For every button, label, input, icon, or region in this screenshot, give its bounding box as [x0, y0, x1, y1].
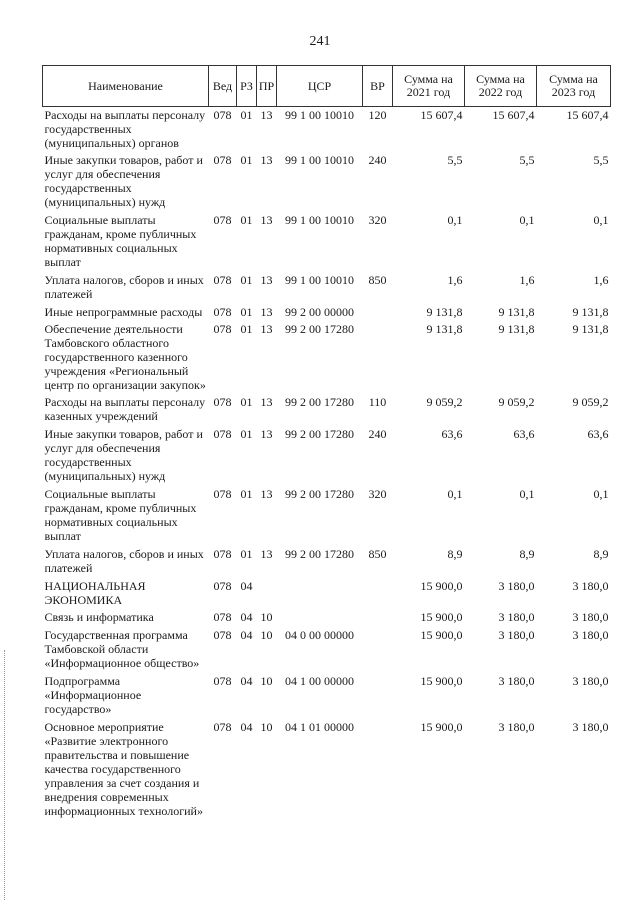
row-name: Иные закупки товаров, работ и услуг для обеспечения государственных (муниципальных) нужд: [44, 153, 203, 209]
row-ved: 078: [213, 108, 232, 122]
table-row: [43, 152, 611, 212]
row-pr: 13: [260, 305, 273, 319]
row-sum-2022: 8,9: [519, 547, 535, 561]
row-sum-2023: 0,1: [593, 487, 609, 501]
row-sum-2023: 15 607,4: [566, 108, 609, 122]
row-vr: [363, 609, 393, 627]
row-csr: 99 1 00 10010: [285, 153, 354, 167]
row-sum-2023: 5,5: [593, 153, 609, 167]
row-csr: 99 1 00 10010: [285, 108, 354, 122]
row-sum-2022: 9 059,2: [498, 395, 535, 409]
row-vr: [363, 719, 393, 818]
row-sum-2023: 8,9: [593, 547, 609, 561]
row-sum-2021: 15 900,0: [420, 628, 463, 642]
row-sum-2021: 5,5: [447, 153, 463, 167]
row-rz: 01: [240, 322, 253, 336]
row-sum-2021: 15 607,4: [420, 108, 463, 122]
row-name: Социальные выплаты гражданам, кроме публичных нормативных социальных выплат: [44, 487, 197, 543]
table-body: [43, 107, 611, 819]
row-sum-2022: 9 131,8: [498, 322, 535, 336]
header-csr: ЦСР: [277, 66, 363, 107]
table-row: [43, 394, 611, 426]
row-csr: 99 2 00 17280: [285, 395, 354, 409]
row-pr: 13: [260, 427, 273, 441]
row-vr: [363, 578, 393, 609]
row-name: Расходы на выплаты персоналу государственных (муниципальных) органов: [44, 108, 206, 150]
row-sum-2022: 3 180,0: [498, 610, 535, 624]
row-ved: 078: [213, 610, 232, 624]
row-sum-2023: 9 131,8: [572, 305, 609, 319]
row-sum-2022: 3 180,0: [498, 579, 535, 593]
row-name: Социальные выплаты гражданам, кроме публичных нормативных социальных выплат: [44, 213, 197, 269]
row-csr: [277, 578, 363, 609]
row-name: Связь и информатика: [44, 610, 154, 624]
table-row: [43, 486, 611, 546]
row-sum-2021: 9 131,8: [426, 322, 463, 336]
row-pr: 13: [260, 213, 273, 227]
scan-edge-mark: [4, 650, 6, 900]
header-name: Наименование: [43, 66, 209, 107]
row-ved: 078: [213, 153, 232, 167]
row-sum-2022: 5,5: [519, 153, 535, 167]
row-sum-2021: 15 900,0: [420, 610, 463, 624]
header-sum-2021: Сумма на 2021 год: [393, 66, 465, 107]
row-sum-2023: 0,1: [593, 213, 609, 227]
row-sum-2023: 9 131,8: [572, 322, 609, 336]
row-sum-2022: 3 180,0: [498, 628, 535, 642]
row-ved: 078: [213, 487, 232, 501]
row-csr: 04 0 00 00000: [285, 628, 354, 642]
row-sum-2023: 1,6: [593, 273, 609, 287]
row-sum-2023: 3 180,0: [572, 628, 609, 642]
row-rz: 04: [240, 628, 253, 642]
table-header: [43, 66, 611, 107]
row-sum-2022: 0,1: [519, 487, 535, 501]
row-name: НАЦИОНАЛЬНАЯ ЭКОНОМИКА: [44, 579, 146, 607]
row-sum-2022: 3 180,0: [498, 674, 535, 688]
row-vr: 320: [368, 487, 387, 501]
table-row: [43, 719, 611, 818]
row-name: Государственная программа Тамбовской области «Информационное общество»: [44, 628, 200, 670]
row-pr: [257, 578, 277, 609]
row-vr: 850: [368, 547, 387, 561]
row-sum-2022: 15 607,4: [492, 108, 535, 122]
row-sum-2021: 0,1: [447, 213, 463, 227]
row-ved: 078: [213, 322, 232, 336]
row-name: Основное мероприятие «Развитие электронного правительства и повышение качества государственного управления за счет создания и внедрения современных информационных технологий»: [44, 720, 203, 818]
row-csr: 99 1 00 10010: [285, 273, 354, 287]
row-csr: 99 2 00 17280: [285, 427, 354, 441]
row-sum-2023: 63,6: [587, 427, 609, 441]
row-sum-2021: 15 900,0: [420, 674, 463, 688]
row-vr: [363, 321, 393, 394]
row-pr: 13: [260, 395, 273, 409]
row-csr: 99 2 00 17280: [285, 547, 354, 561]
row-pr: 13: [260, 547, 273, 561]
row-pr: 10: [260, 720, 273, 734]
row-sum-2022: 9 131,8: [498, 305, 535, 319]
row-rz: 01: [240, 305, 253, 319]
row-sum-2021: 9 131,8: [426, 305, 463, 319]
table-row: [43, 321, 611, 394]
row-csr: 99 2 00 17280: [285, 322, 354, 336]
row-ved: 078: [213, 579, 232, 593]
row-vr: 850: [368, 273, 387, 287]
table-row: [43, 578, 611, 609]
row-sum-2022: 3 180,0: [498, 720, 535, 734]
row-pr: 10: [260, 628, 273, 642]
row-csr: 04 1 00 00000: [285, 674, 354, 688]
row-csr: [277, 609, 363, 627]
row-pr: 13: [260, 322, 273, 336]
row-sum-2021: 0,1: [447, 487, 463, 501]
row-sum-2021: 15 900,0: [420, 579, 463, 593]
row-ved: 078: [213, 273, 232, 287]
row-rz: 04: [240, 579, 253, 593]
row-rz: 01: [240, 487, 253, 501]
row-sum-2021: 9 059,2: [426, 395, 463, 409]
row-csr: 99 2 00 17280: [285, 487, 354, 501]
row-name: Уплата налогов, сборов и иных платежей: [44, 273, 204, 301]
row-pr: 10: [260, 610, 273, 624]
table-row: [43, 212, 611, 272]
row-ved: 078: [213, 427, 232, 441]
row-rz: 01: [240, 427, 253, 441]
row-sum-2021: 1,6: [447, 273, 463, 287]
row-pr: 13: [260, 108, 273, 122]
row-ved: 078: [213, 305, 232, 319]
row-rz: 01: [240, 547, 253, 561]
header-vr: ВР: [363, 66, 393, 107]
row-ved: 078: [213, 628, 232, 642]
row-vr: [363, 304, 393, 321]
row-name: Обеспечение деятельности Тамбовского областного государственного казенного учреждения «Региональный центр по организации закупок»: [44, 322, 206, 392]
table-row: [43, 627, 611, 673]
row-ved: 078: [213, 395, 232, 409]
row-sum-2023: 3 180,0: [572, 579, 609, 593]
row-pr: 13: [260, 487, 273, 501]
header-sum-2023: Сумма на 2023 год: [537, 66, 611, 107]
row-rz: 04: [240, 610, 253, 624]
row-rz: 04: [240, 720, 253, 734]
row-pr: 13: [260, 273, 273, 287]
row-vr: 240: [368, 427, 387, 441]
row-ved: 078: [213, 674, 232, 688]
row-vr: 120: [368, 108, 387, 122]
row-pr: 10: [260, 674, 273, 688]
row-ved: 078: [213, 547, 232, 561]
row-sum-2022: 0,1: [519, 213, 535, 227]
page-number: 241: [309, 34, 331, 49]
budget-table: [42, 65, 611, 818]
row-vr: 240: [368, 153, 387, 167]
row-vr: [363, 627, 393, 673]
row-name: Подпрограмма «Информационное государство»: [44, 674, 142, 716]
row-vr: 320: [368, 213, 387, 227]
row-ved: 078: [213, 720, 232, 734]
table-row: [43, 426, 611, 486]
row-sum-2023: 3 180,0: [572, 720, 609, 734]
row-rz: 01: [240, 108, 253, 122]
table-row: [43, 609, 611, 627]
header-sum-2022: Сумма на 2022 год: [465, 66, 537, 107]
row-pr: 13: [260, 153, 273, 167]
row-name: Расходы на выплаты персоналу казенных учреждений: [44, 395, 206, 423]
header-pr: ПР: [257, 66, 277, 107]
row-rz: 01: [240, 395, 253, 409]
table-row: [43, 673, 611, 719]
row-rz: 04: [240, 674, 253, 688]
row-sum-2022: 1,6: [519, 273, 535, 287]
row-name: Иные непрограммные расходы: [44, 305, 203, 319]
row-sum-2023: 3 180,0: [572, 610, 609, 624]
row-vr: [363, 673, 393, 719]
row-rz: 01: [240, 273, 253, 287]
table-row: [43, 272, 611, 304]
row-csr: 99 2 00 00000: [285, 305, 354, 319]
row-name: Уплата налогов, сборов и иных платежей: [44, 547, 204, 575]
row-sum-2021: 15 900,0: [420, 720, 463, 734]
row-sum-2022: 63,6: [513, 427, 535, 441]
row-name: Иные закупки товаров, работ и услуг для обеспечения государственных (муниципальных) нужд: [44, 427, 203, 483]
row-sum-2021: 8,9: [447, 547, 463, 561]
header-ved: Вед: [209, 66, 237, 107]
table-row: [43, 107, 611, 153]
row-csr: 99 1 00 10010: [285, 213, 354, 227]
table-row: [43, 304, 611, 321]
row-csr: 04 1 01 00000: [285, 720, 354, 734]
row-sum-2021: 63,6: [441, 427, 463, 441]
row-rz: 01: [240, 153, 253, 167]
header-rz: РЗ: [237, 66, 257, 107]
table-row: [43, 546, 611, 578]
row-sum-2023: 3 180,0: [572, 674, 609, 688]
row-sum-2023: 9 059,2: [572, 395, 609, 409]
row-ved: 078: [213, 213, 232, 227]
row-vr: 110: [368, 395, 387, 409]
row-rz: 01: [240, 213, 253, 227]
